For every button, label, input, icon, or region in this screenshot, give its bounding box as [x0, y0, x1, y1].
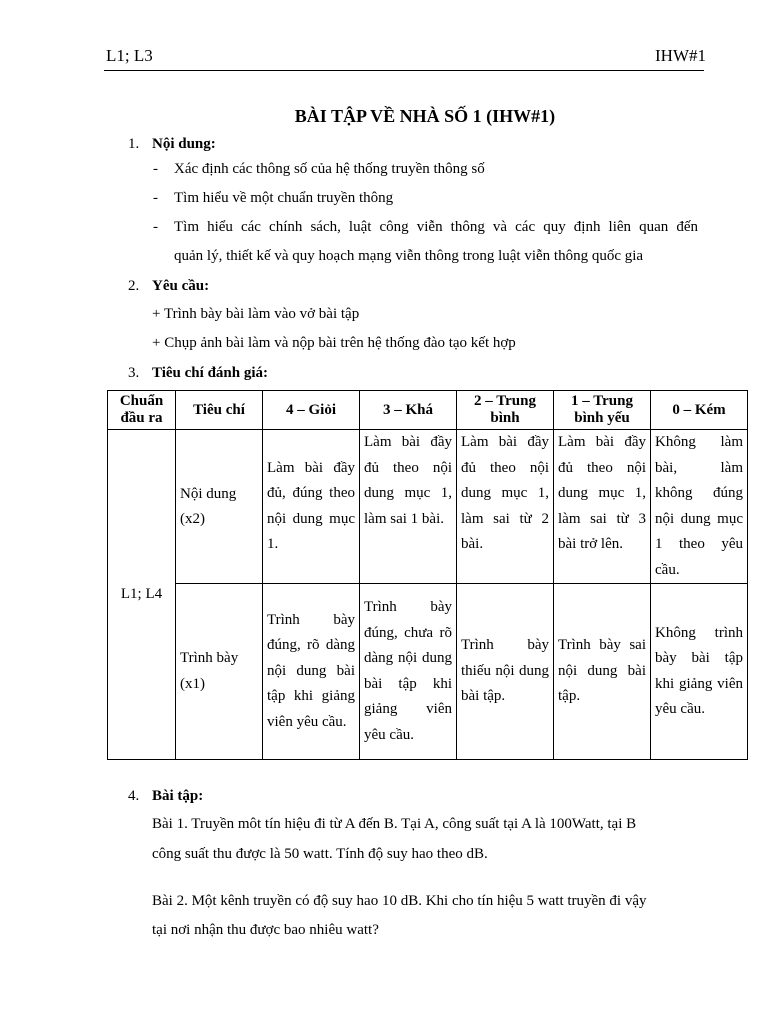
- rating-good-cell: Trình bày đúng, rõ dàng nội dung bài tập khi giảng viên yêu cầu.: [263, 584, 360, 760]
- exercise-2-line-1: Bài 2. Một kênh truyền có độ suy hao 10 dB. Khi cho tín hiệu 5 watt truyền đi vậy: [152, 893, 647, 909]
- header-criterion: Tiêu chí: [176, 391, 263, 430]
- section-3-heading: Tiêu chí đánh giá:: [152, 365, 269, 381]
- header-fair: 3 – Khá: [360, 391, 457, 430]
- rating-below-average-cell: Trình bày sai nội dung bài tập.: [554, 584, 651, 760]
- page-title: BÀI TẬP VỀ NHÀ SỐ 1 (IHW#1): [294, 106, 556, 126]
- criterion-cell: Trình bày (x1): [176, 584, 263, 760]
- header-average: 2 – Trung bình: [457, 391, 554, 430]
- table-header-row: [108, 391, 748, 430]
- header-divider: [104, 70, 704, 71]
- bullet-1: -: [153, 161, 158, 177]
- exercise-2-line-2: tại nơi nhận thu được bao nhiêu watt?: [152, 922, 379, 938]
- content-item-1: Xác định các thông số của hệ thống truyền thông số: [174, 161, 485, 177]
- section-1-number: 1.: [128, 136, 140, 152]
- section-4-heading: Bài tập:: [152, 788, 204, 804]
- content-item-3: Tìm hiểu các chính sách, luật công viễn thông và các quy định liên quan đến: [174, 219, 698, 235]
- table-row: [108, 584, 748, 760]
- exercise-1-line-2: công suất thu được là 50 watt. Tính độ suy hao theo dB.: [152, 846, 488, 862]
- header-right: IHW#1: [655, 46, 706, 65]
- header-left: L1; L3: [106, 46, 153, 65]
- content-item-2: Tìm hiểu về một chuẩn truyền thông: [174, 190, 394, 206]
- content-item-3-cont: quản lý, thiết kế và quy hoạch mạng viễn thông trong luật viễn thông quốc gia: [174, 248, 644, 264]
- rating-poor-cell: Không làm bài, làm không đúng nội dung mục 1 theo yêu cầu.: [651, 430, 748, 584]
- section-1-heading: Nội dung:: [152, 136, 216, 152]
- requirement-item-1: + Trình bày bài làm vào vở bài tập: [152, 306, 360, 322]
- rating-good-cell: Làm bài đầy đủ, đúng theo nội dung mục 1.: [263, 430, 360, 584]
- header-below-average: 1 – Trung bình yếu: [554, 391, 651, 430]
- rating-average-cell: Trình bày thiếu nội dung bài tập.: [457, 584, 554, 760]
- table-row: [108, 430, 748, 584]
- section-2-number: 2.: [128, 278, 140, 294]
- rating-fair-cell: Trình bày đúng, chưa rõ dàng nội dung bài tập khi giảng viên yêu cầu.: [360, 584, 457, 760]
- requirement-item-2: + Chụp ảnh bài làm và nộp bài trên hệ thống đào tạo kết hợp: [152, 335, 516, 351]
- criteria-table: [107, 390, 748, 760]
- rating-fair-cell: Làm bài đầy đủ theo nội dung mục 1, làm sai 1 bài.: [360, 430, 457, 584]
- header-outcome: Chuẩn đầu ra: [108, 391, 176, 430]
- rating-below-average-cell: Làm bài đầy đủ theo nội dung mục 1, làm sai từ 3 bài trở lên.: [554, 430, 651, 584]
- rating-poor-cell: Không trình bày bài tập khi giảng viên yêu cầu.: [651, 584, 748, 760]
- exercise-1-line-1: Bài 1. Truyền môt tín hiệu đi từ A đến B. Tại A, công suất tại A là 100Watt, tại B: [152, 816, 637, 832]
- section-3-number: 3.: [128, 365, 140, 381]
- section-2-heading: Yêu cầu:: [152, 278, 210, 294]
- bullet-2: -: [153, 190, 158, 206]
- outcome-cell: L1; L4: [108, 430, 176, 760]
- section-4-number: 4.: [128, 788, 140, 804]
- header-poor: 0 – Kém: [651, 391, 748, 430]
- criterion-cell: Nội dung (x2): [176, 430, 263, 584]
- rating-average-cell: Làm bài đầy đủ theo nội dung mục 1, làm sai từ 2 bài.: [457, 430, 554, 584]
- header-good: 4 – Giỏi: [263, 391, 360, 430]
- bullet-3: -: [153, 219, 158, 235]
